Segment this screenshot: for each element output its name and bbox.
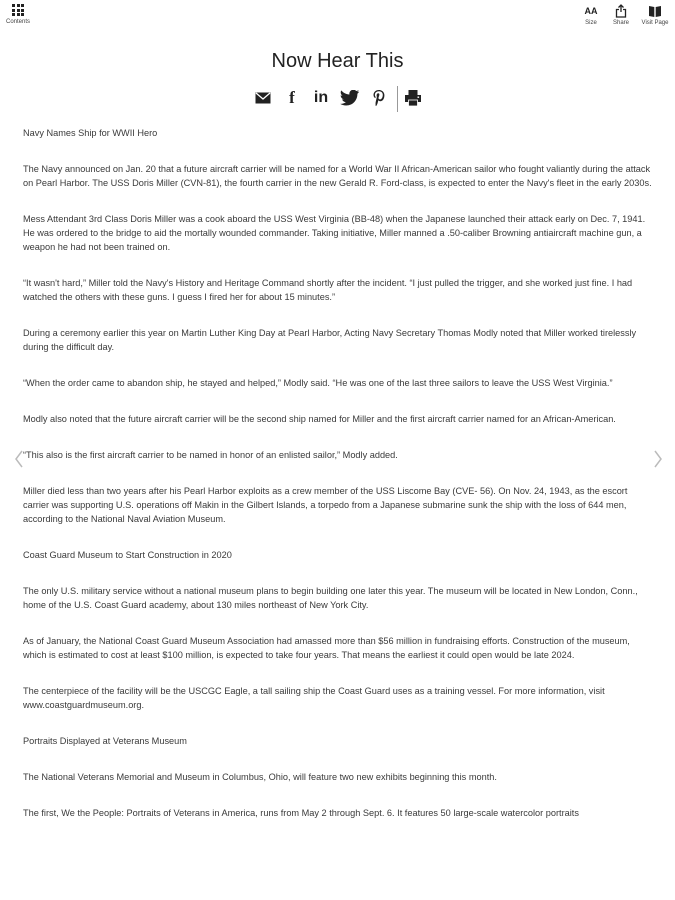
next-page-arrow-icon[interactable] xyxy=(653,449,663,469)
article-paragraph: The Navy announced on Jan. 20 that a future aircraft carrier will be named for a World War II African-American sailor who fought valiantly during the attack on Pearl Harbor. The USS Doris Miller (CVN-81), the fourth carrier in the new Gerald R. Ford-class, is expected to enter the Navy's fleet in the early 2030s. xyxy=(23,164,652,188)
article-paragraph: Mess Attendant 3rd Class Doris Miller was a cook aboard the USS West Virginia (BB-48) when the Japanese launched their attack early on Dec. 7, 1941. He was ordered to the bridge to aid the mortally wounded commander. Taking initiative, Miller manned a .50-caliber Browning antiaircraft machine gun, a weapon he had not been trained on. xyxy=(23,214,646,252)
previous-page-arrow-icon[interactable] xyxy=(14,449,24,469)
article-subheading: Portraits Displayed at Veterans Museum xyxy=(23,736,187,746)
book-icon xyxy=(648,4,662,18)
print-icon[interactable] xyxy=(402,86,424,110)
article-paragraph: “When the order came to abandon ship, he stayed and helped,” Modly said. “He was one of the last three sailors to leave the USS West Virginia.” xyxy=(23,378,613,388)
share-icon xyxy=(615,4,627,18)
article-paragraph: During a ceremony earlier this year on Martin Luther King Day at Pearl Harbor, Acting Navy Secretary Thomas Modly noted that Miller worked tirelessly during the difficult day. xyxy=(23,328,637,352)
share-button[interactable] xyxy=(611,4,631,26)
article-subheading: Coast Guard Museum to Start Construction in 2020 xyxy=(23,550,232,560)
article-paragraph: “This also is the first aircraft carrier to be named in honor of an enlisted sailor,” Modly added. xyxy=(23,450,398,460)
contents-label: Contents xyxy=(5,19,30,25)
article-title: Now Hear This xyxy=(271,50,404,72)
article-paragraph: “It wasn't hard,” Miller told the Navy's History and Heritage Command shortly after the incident. “I just pulled the trigger, and she worked just fine. I had watched the others with these guns. I guess I fired her for about 15 minutes.” xyxy=(23,278,633,302)
article-paragraph: The only U.S. military service without a national museum plans to begin building one later this year. The museum will be located in New London, Conn., home of the U.S. Coast Guard academy, about 130 miles northeast of New York City. xyxy=(23,586,638,610)
article-subheading: Navy Names Ship for WWII Hero xyxy=(23,128,158,138)
article-body xyxy=(23,126,653,842)
grid-icon xyxy=(12,4,24,16)
article-paragraph: Modly also noted that the future aircraft carrier will be the second ship named for Miller and the first aircraft carrier named for an African-American. xyxy=(23,414,616,424)
top-toolbar xyxy=(0,0,675,34)
size-label: Size xyxy=(585,20,597,26)
visit-page-label: Visit Page xyxy=(641,20,669,26)
article-paragraph: The National Veterans Memorial and Museum in Columbus, Ohio, will feature two new exhibits beginning this month. xyxy=(23,772,497,782)
share-bar xyxy=(250,86,430,112)
pinterest-icon[interactable] xyxy=(368,86,390,110)
contents-button[interactable] xyxy=(4,4,32,25)
size-button[interactable] xyxy=(582,4,600,26)
share-divider xyxy=(397,86,398,112)
share-label: Share xyxy=(612,20,629,26)
font-size-icon: AA xyxy=(584,6,598,16)
article-paragraph: The centerpiece of the facility will be the USCGC Eagle, a tall sailing ship the Coast Guard uses as a training vessel. For more information, visit www.coastguardmuseum.org. xyxy=(23,686,605,710)
email-icon[interactable] xyxy=(252,86,274,110)
visit-page-button[interactable] xyxy=(640,4,670,26)
article-paragraph: The first, We the People: Portraits of Veterans in America, runs from May 2 through Sept. 6. It features 50 large-scale watercolor portraits xyxy=(23,808,579,818)
facebook-icon[interactable]: f xyxy=(289,88,295,107)
twitter-icon[interactable] xyxy=(339,86,361,110)
article-paragraph: As of January, the National Coast Guard Museum Association had amassed more than $56 million in fundraising efforts. Construction of the museum, which is estimated to cost at least $100 million, is expected to take four years. That means the earliest it could open would be late 2024. xyxy=(23,636,630,660)
article-paragraph: Miller died less than two years after his Pearl Harbor exploits as a crew member of the USS Liscome Bay (CVE- 56). On Nov. 24, 1943, as the escort carrier was supporting U.S. operations off Makin in the Gilbert Islands, a torpedo from a Japanese submarine sunk the ship with the loss of 644 men, according to the National Naval Aviation Museum. xyxy=(23,486,628,524)
linkedin-icon[interactable]: in xyxy=(313,89,329,106)
